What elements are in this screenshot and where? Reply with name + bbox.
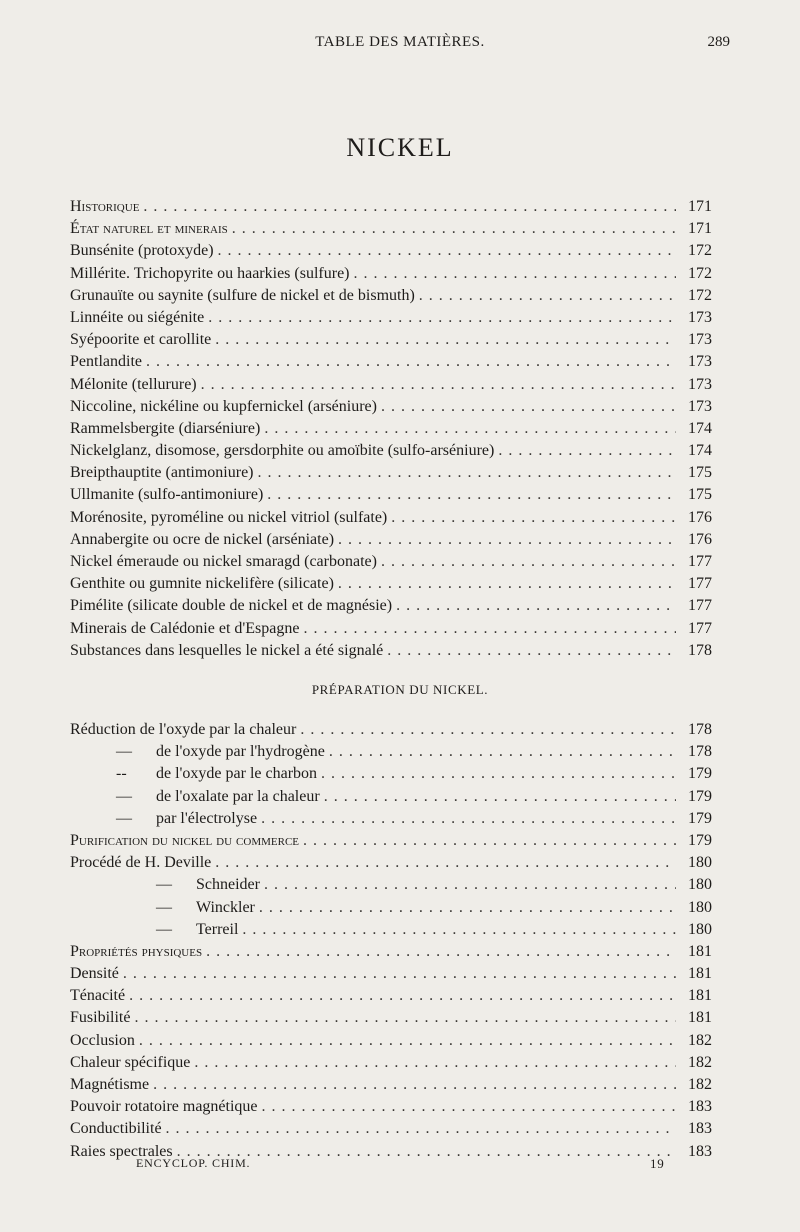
toc-entry-page: 180 [688,876,712,894]
toc-entry-text: Morénosite, pyroméline ou nickel vitriol (sulfate) [70,508,388,526]
toc-entry-page: 182 [688,1076,712,1093]
toc-entry [70,396,712,418]
toc-entry-ditto-dash: -- [116,765,127,783]
toc-entry-label [70,1096,258,1118]
toc-entry-page: 180 [688,898,712,916]
toc-entry-page: 182 [688,1053,712,1071]
toc-entry-label [70,240,214,262]
toc-entry-page: 172 [688,264,712,282]
toc-entry-page: 181 [688,965,712,983]
toc-entry-label [70,1074,149,1096]
toc-leader-dots [498,440,676,462]
toc-leader-dots [208,307,676,329]
toc-entry-page: 173 [688,397,712,415]
toc-entry-text: Nickelglanz, disomose, gersdorphite ou amoïbite (sulfo-arséniure) [70,442,495,460]
toc-entry-text: de l'oxyde par l'hydrogène [156,743,325,761]
toc-entry-label [70,985,125,1007]
toc-entry-label [70,418,260,440]
toc-section-preparation [70,719,712,1163]
toc-entry-page: 174 [688,442,712,460]
toc-entry [70,462,712,484]
toc-entry [70,529,712,551]
toc-entry-page: 171 [688,198,712,215]
toc-entry-label [70,507,387,529]
toc-leader-dots [329,741,676,763]
toc-entry [70,240,712,262]
toc-section-minerals [70,196,712,662]
toc-entry-page: 177 [688,597,712,615]
toc-entry-page: 176 [688,530,712,548]
toc-entry [70,263,712,285]
toc-entry-label [70,551,377,573]
toc-entry [70,874,712,896]
toc-leader-dots [267,484,676,506]
toc-entry-label [70,573,334,595]
toc-entry [70,1096,712,1118]
toc-entry-label [70,963,119,985]
toc-entry-text: Genthite ou gumnite nickelifère (silicate) [70,575,334,593]
toc-entry-label [70,719,296,741]
toc-entry-page: 172 [688,286,712,304]
toc-entry-label [70,595,392,617]
toc-entry-text: Breipthauptite (antimoniure) [70,464,254,482]
toc-entry-text: Mélonite (tellurure) [70,375,197,393]
toc-entry-text: de l'oxyde par le charbon [156,765,318,783]
toc-entry [70,440,712,462]
toc-entry-text: Ullmanite (sulfo-antimoniure) [70,486,264,504]
toc-entry-text: Fusibilité [70,1009,131,1027]
running-header [70,34,730,58]
toc-leader-dots [146,351,676,373]
toc-entry-label [70,462,254,484]
toc-entry-page: 175 [688,486,712,504]
toc-entry-text: Procédé de H. Deville [70,854,212,872]
toc-entry-page: 173 [688,375,712,393]
toc-entry-text: Magnétisme [70,1076,150,1093]
toc-leader-dots [381,551,676,573]
toc-leader-dots [143,196,676,218]
toc-leader-dots [201,374,676,396]
toc-entry-ditto-dash: — [116,809,132,827]
toc-entry-page: 181 [688,1009,712,1027]
toc-leader-dots [166,1118,676,1140]
toc-entry-label [70,196,139,218]
toc-entry [70,329,712,351]
toc-entry-text: Propriétés physiques [70,942,203,960]
toc-entry-label [70,618,299,640]
toc-entry [70,941,712,963]
toc-entry-label [70,285,415,307]
toc-entry-text: Réduction de l'oxyde par la chaleur [70,721,297,738]
toc-entry-label [70,852,211,874]
toc-leader-dots [300,719,676,741]
toc-leader-dots [139,1030,676,1052]
toc-entry-text: Raies spectrales [70,1142,173,1160]
toc-entry-text: Annabergite ou ocre de nickel (arséniate) [70,530,335,548]
toc-entry-text: par l'électrolyse [156,809,258,827]
toc-entry [70,551,712,573]
section-title: NICKEL [346,133,454,162]
toc-leader-dots [419,285,676,307]
toc-entry-label [70,484,263,506]
toc-entry-label [70,763,317,785]
toc-entry [70,1007,712,1029]
toc-entry-text: Nickel émeraude ou nickel smaragd (carbonate) [70,553,377,570]
toc-entry [70,808,712,830]
toc-entry-page: 177 [688,553,712,570]
toc-entry-label [70,919,238,941]
toc-entry-page: 181 [688,942,712,960]
toc-entry-text: Occlusion [70,1031,135,1049]
toc-entry-text: Linnéite ou siégénite [70,308,205,326]
toc-entry [70,897,712,919]
toc-entry-label [70,529,334,551]
toc-entry-page: 181 [688,987,712,1005]
toc-entry-label [70,218,228,240]
running-title: TABLE DES MATIÈRES. [315,34,485,50]
toc-entry-page: 171 [688,220,712,238]
toc-entry-page: 175 [688,464,712,482]
toc-entry-text: État naturel et minerais [70,220,228,238]
toc-entry-page: 178 [688,721,712,738]
toc-entry-text: Densité [70,965,119,983]
toc-leader-dots [387,640,676,662]
toc-leader-dots [218,240,676,262]
subsection-title: PRÉPARATION DU NICKEL. [311,682,489,697]
toc-entry [70,351,712,373]
toc-entry-ditto-dash: — [156,920,172,938]
toc-entry-page: 180 [688,854,712,872]
toc-entry [70,1118,712,1140]
toc-entry-label [70,329,211,351]
toc-entry [70,484,712,506]
toc-leader-dots [321,763,676,785]
footer-sheet-number: 19 [650,1156,665,1171]
toc-entry-label [70,741,325,763]
toc-entry-text: Conductibilité [70,1120,162,1138]
toc-entry-ditto-dash: — [156,898,172,916]
toc-entry-page: 180 [688,920,712,938]
toc-entry-label [70,874,260,896]
toc-entry-text: Pentlandite [70,353,142,371]
footer-signature: ENCYCLOP. CHIM. [136,1156,251,1170]
toc-entry [70,573,712,595]
toc-entry-text: Pimélite (silicate double de nickel et de magnésie) [70,597,393,615]
toc-entry-label [70,1052,190,1074]
toc-entry [70,852,712,874]
toc-leader-dots [153,1074,676,1096]
toc-entry-label [70,941,202,963]
toc-entry-page: 172 [688,242,712,260]
toc-entry-text: Pouvoir rotatoire magnétique [70,1098,258,1116]
toc-entry [70,595,712,617]
toc-entry-text: Millérite. Trichopyrite ou haarkies (sulfure) [70,264,350,282]
toc-entry [70,985,712,1007]
toc-entry-label [70,307,204,329]
toc-entry [70,1030,712,1052]
toc-entry [70,196,712,218]
toc-entry-label [70,396,377,418]
toc-entry [70,507,712,529]
toc-entry-text: Syépoorite et carollite [70,331,212,349]
toc-entry-page: 179 [688,765,712,783]
toc-entry-label [70,830,299,852]
toc-entry-text: Terreil [196,920,239,938]
toc-entry-page: 177 [688,575,712,593]
toc-entry-page: 173 [688,308,712,326]
toc-entry-label [70,263,350,285]
toc-leader-dots [242,919,676,941]
toc-leader-dots [232,218,676,240]
toc-entry-text: Bunsénite (protoxyde) [70,242,214,260]
toc-entry-ditto-dash: — [156,876,172,894]
toc-entry-label [70,1030,135,1052]
toc-entry-label [70,897,255,919]
toc-entry-text: Ténacité [70,987,126,1005]
toc-entry [70,741,712,763]
toc-entry [70,1052,712,1074]
toc-entry-page: 179 [688,831,712,849]
toc-leader-dots [303,618,676,640]
toc-entry-ditto-dash: — [116,743,132,761]
toc-leader-dots [264,874,676,896]
toc-entry-label [70,440,494,462]
toc-entry-label [70,1118,162,1140]
toc-leader-dots [262,1096,676,1118]
toc-entry-text: Purification du nickel du commerce [70,831,300,849]
toc-leader-dots [134,1007,676,1029]
toc-leader-dots [259,897,676,919]
toc-entry-label [70,1007,130,1029]
toc-entry-page: 183 [688,1120,712,1138]
toc-entry-label [70,374,197,396]
toc-entry-page: 182 [688,1031,712,1049]
toc-entry-text: Grunauïte ou saynite (sulfure de nickel et de bismuth) [70,286,415,304]
toc-entry-text: Niccoline, nickéline ou kupfernickel (arséniure) [70,397,377,415]
toc-entry-page: 173 [688,353,712,371]
toc-entry [70,719,712,741]
toc-entry-text: Rammelsbergite (diarséniure) [70,419,261,437]
toc-leader-dots [338,573,676,595]
toc-entry [70,218,712,240]
toc-leader-dots [354,263,677,285]
toc-entry-page: 179 [688,809,712,827]
toc-leader-dots [258,462,677,484]
toc-entry-text: Substances dans lesquelles le nickel a été signalé [70,641,384,659]
toc-leader-dots [215,329,676,351]
toc-entry [70,418,712,440]
toc-entry [70,919,712,941]
toc-leader-dots [194,1052,676,1074]
toc-leader-dots [206,941,676,963]
toc-entry [70,618,712,640]
toc-entry [70,786,712,808]
toc-leader-dots [264,418,676,440]
toc-entry-label [70,351,142,373]
toc-entry [70,1074,712,1096]
toc-entry-text: Minerais de Calédonie et d'Espagne [70,619,300,637]
toc-entry-page: 176 [688,508,712,526]
toc-leader-dots [338,529,676,551]
toc-entry-page: 177 [688,619,712,637]
toc-entry-text: Historique [70,198,140,215]
toc-entry [70,763,712,785]
toc-entry-page: 174 [688,419,712,437]
toc-leader-dots [381,396,676,418]
toc-entry-text: Schneider [196,876,260,894]
page-footer [70,1156,730,1176]
toc-leader-dots [303,830,676,852]
toc-entry [70,640,712,662]
toc-leader-dots [129,985,676,1007]
toc-leader-dots [391,507,676,529]
toc-entry [70,285,712,307]
page-number: 289 [707,34,730,50]
toc-entry-page: 178 [688,743,712,761]
toc-entry-label [70,808,257,830]
toc-leader-dots [396,595,676,617]
toc-leader-dots [261,808,676,830]
toc-leader-dots [123,963,676,985]
toc-entry-ditto-dash: — [116,787,132,805]
toc-entry-page: 179 [688,787,712,805]
toc-entry-page: 178 [688,641,712,659]
toc-leader-dots [324,786,676,808]
toc-entry [70,374,712,396]
toc-entry-label [70,786,320,808]
toc-entry [70,307,712,329]
toc-entry-page: 183 [688,1142,712,1160]
toc-entry-label [70,640,383,662]
toc-entry [70,963,712,985]
toc-leader-dots [215,852,676,874]
toc-entry-page: 173 [688,331,712,349]
toc-entry-page: 183 [688,1098,712,1116]
toc-entry-text: Winckler [196,898,255,916]
toc-entry [70,830,712,852]
toc-entry-text: Chaleur spécifique [70,1053,191,1071]
toc-entry-text: de l'oxalate par la chaleur [156,787,320,805]
